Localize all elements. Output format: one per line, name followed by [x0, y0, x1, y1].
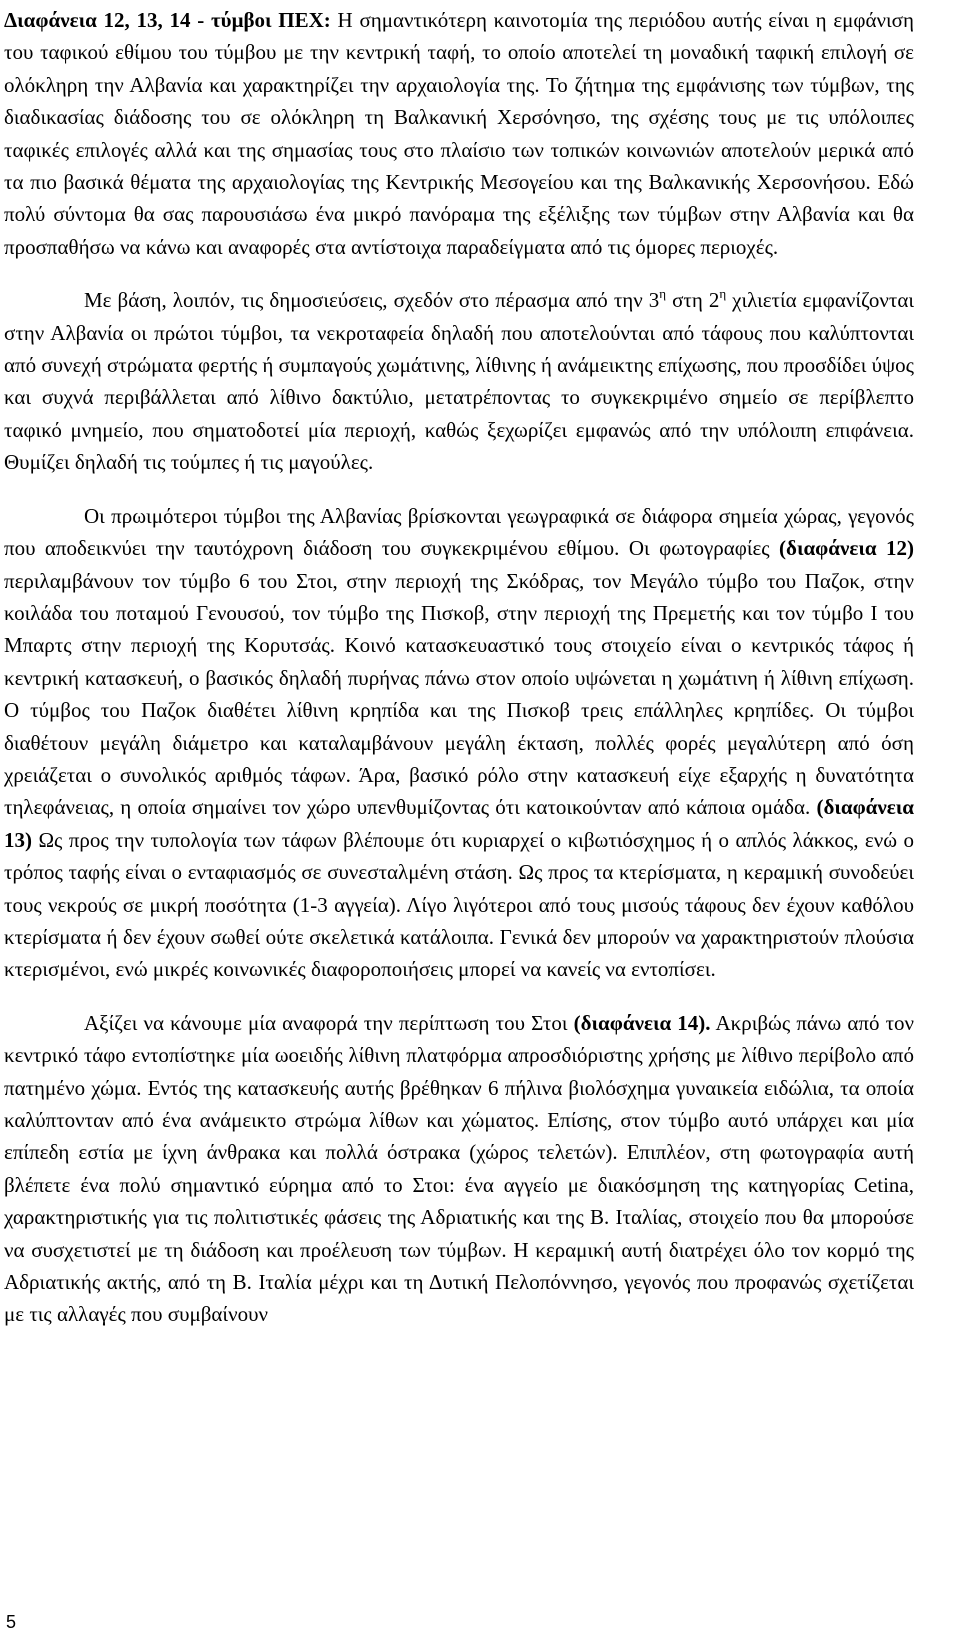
paragraph-text: Με βάση, λοιπόν, τις δημοσιεύσεις, σχεδόν στο πέρασμα από την 3: [84, 288, 660, 313]
body-text: [4, 4, 914, 1331]
slide-reference: (διαφάνεια 12): [779, 536, 914, 561]
paragraph-4: [4, 1007, 914, 1331]
paragraph-text: περιλαμβάνουν τον τύμβο 6 του Στοι, στην περιοχή της Σκόδρας, τον Μεγάλο τύμβο του Παζοκ, στην κοιλάδα του ποταμού Γενουσού, τον τύμβο της Πισκοβ, στην περιοχή της Πρεμετής και τον τύμβο Ι του Μπαρτς στην περιοχή της Κορυτσάς. Κοινό κατασκευαστικό τους στοιχείο είναι ο κεντρικός τάφος ή κεντρική κατασκευή, ο βασικός δηλαδή πυρήνας πάνω στον οποίο υψώνεται η χωμάτινη ή λίθινη επίχωση. Ο τύμβος του Παζοκ διαθέτει λίθινη κρηπίδα και της Πισκοβ τρεις επάλληλες κρηπίδες. Οι τύμβοι διαθέτουν μεγάλη διάμετρο και καταλαμβάνουν μεγάλη έκταση, πολλές φορές μεγαλύτερη από όση χρειάζεται ο συνολικός αριθμός τάφων. Άρα, βασικό ρόλο στην κατασκευή είχε εξαρχής η δυνατότητα τηλεφάνειας, η οποία σημαίνει τον χώρο υπενθυμίζοντας ότι κατοικούνταν από κάποια ομάδα.: [4, 568, 914, 820]
paragraph-text: Η σημαντικότερη καινοτομία της περιόδου αυτής είναι η εμφάνιση του ταφικού εθίμου του τύμβου με την κεντρική ταφή, το οποίο αποτελεί τη μοναδική ταφική επιλογή σε ολόκληρη την Αλβανία και χαρακτηρίζει την αρχαιολογία της. Το ζήτημα της εμφάνισης των τύμβων, της διαδικασίας διάδοσης του σε ολόκληρη τη Βαλκανική Χερσόνησο, της σχέσης τους με τις υπόλοιπες ταφικές επιλογές αλλά και της σημασίας τους στο πλαίσιο των τοπικών κοινωνιών αποτελούν μερικά από τα πιο βασικά θέματα της αρχαιολογίας της Κεντρικής Μεσογείου και της Βαλκανικής Χερσονήσου. Εδώ πολύ σύντομα θα σας παρουσιάσω ένα μικρό πανόραμα της εξέλιξης των τύμβων στην Αλβανία και θα προσπαθήσω να κάνω και αναφορές στα αντίστοιχα παραδείγματα από τις όμορες περιοχές.: [4, 8, 914, 259]
slide-reference: (διαφάνεια 13): [4, 795, 914, 852]
paragraph-text: Οι πρωιμότεροι τύμβοι της Αλβανίας βρίσκονται γεωγραφικά σε διάφορα σημεία χώρας, γεγονός που αποδεικνύει την ταυτόχρονη διάδοση του συγκεκριμένου εθίμου. Οι φωτογραφίες: [4, 503, 914, 561]
paragraph-2: [4, 284, 914, 478]
slide-reference: (διαφάνεια 14).: [573, 1010, 711, 1035]
slide-reference-heading: Διαφάνεια 12, 13, 14 - τύμβοι ΠΕΧ:: [4, 8, 331, 32]
page-number: 5: [6, 1612, 17, 1632]
paragraph-text: χιλιετία εμφανίζονται στην Αλβανία οι πρώτοι τύμβοι, τα νεκροταφεία δηλαδή που αποτελούνται από τάφους που καλύπτονται από συνεχή στρώματα φερτής ή συμπαγούς χωμάτινης, λίθινης ή ανάμεικτης επίχωσης, που προσδίδει ύψος και συχνά περιβάλλεται από λίθινο δακτύλιο, μετατρέποντας το συγκεκριμένο σημείο σε περίβλεπτο ταφικό μνημείο, που σηματοδοτεί μία περιοχή, καθώς ξεχωρίζει εμφανώς από την υπόλοιπη επιφάνεια. Θυμίζει δηλαδή τις τούμπες ή τις μαγούλες.: [4, 288, 914, 475]
superscript: η: [659, 286, 667, 302]
paragraph-3: [4, 500, 914, 986]
superscript: η: [719, 286, 727, 302]
paragraph-1: [4, 4, 914, 263]
paragraph-text: Αξίζει να κάνουμε μία αναφορά την περίπτωση του Στοι: [84, 1010, 574, 1035]
paragraph-text: Ακριβώς πάνω από τον κεντρικό τάφο εντοπίστηκε μία ωοειδής λίθινη πλατφόρμα απροσδιόριστης χρήσης με λίθινο περίβολο από πατημένο χώμα. Εντός της κατασκευής αυτής βρέθηκαν 6 πήλινα βιολόσχημα γυναικεία ειδώλια, τα οποία καλύπτονταν από ένα ανάμεικτο στρώμα λίθων και χώματος. Επίσης, στον τύμβο αυτό υπάρχει και μία επίπεδη εστία με ίχνη άνθρακα και πολλά όστρακα (χώρος τελετών). Επιπλέον, στη φωτογραφία αυτή βλέπετε ένα πολύ σημαντικό εύρημα από το Στοι: ένα αγγείο με διακόσμηση της κατηγορίας Cetina, χαρακτηριστικής για τις πολιτιστικές φάσεις της Αδριατικής και της Β. Ιταλίας, στοιχείο που θα μπορούσε να συσχετιστεί με τη διάδοση και προέλευση των τύμβων. Η κεραμική αυτή διατρέχει όλο τον κορμό της Αδριατικής ακτής, από τη Β. Ιταλία μέχρι και τη Δυτική Πελοπόννησο, γεγονός που προφανώς σχετίζεται με τις αλλαγές που συμβαίνουν: [4, 1010, 915, 1327]
paragraph-text: Ως προς την τυπολογία των τάφων βλέπουμε ότι κυριαρχεί ο κιβωτιόσχημος ή ο απλός λάκκος, ενώ ο τρόπος ταφής είναι ο ενταφιασμός σε συνεσταλμένη στάση. Ως προς τα κτερίσματα, η κεραμική συνοδεύει τους νεκρούς σε μικρή ποσότητα (1-3 αγγεία). Λίγο λιγότεροι από τους μισούς τάφους δεν έχουν καθόλου κτερίσματα ή δεν έχουν σωθεί ούτε σκελετικά κατάλοιπα. Γενικά δεν μπορούν να χαρακτηριστούν πλούσια κτερισμένοι, ενώ μικρές κοινωνικές διαφοροποιήσεις μπορεί να κανείς να εντοπίσει.: [4, 827, 914, 982]
paragraph-text: στη 2: [666, 288, 720, 313]
